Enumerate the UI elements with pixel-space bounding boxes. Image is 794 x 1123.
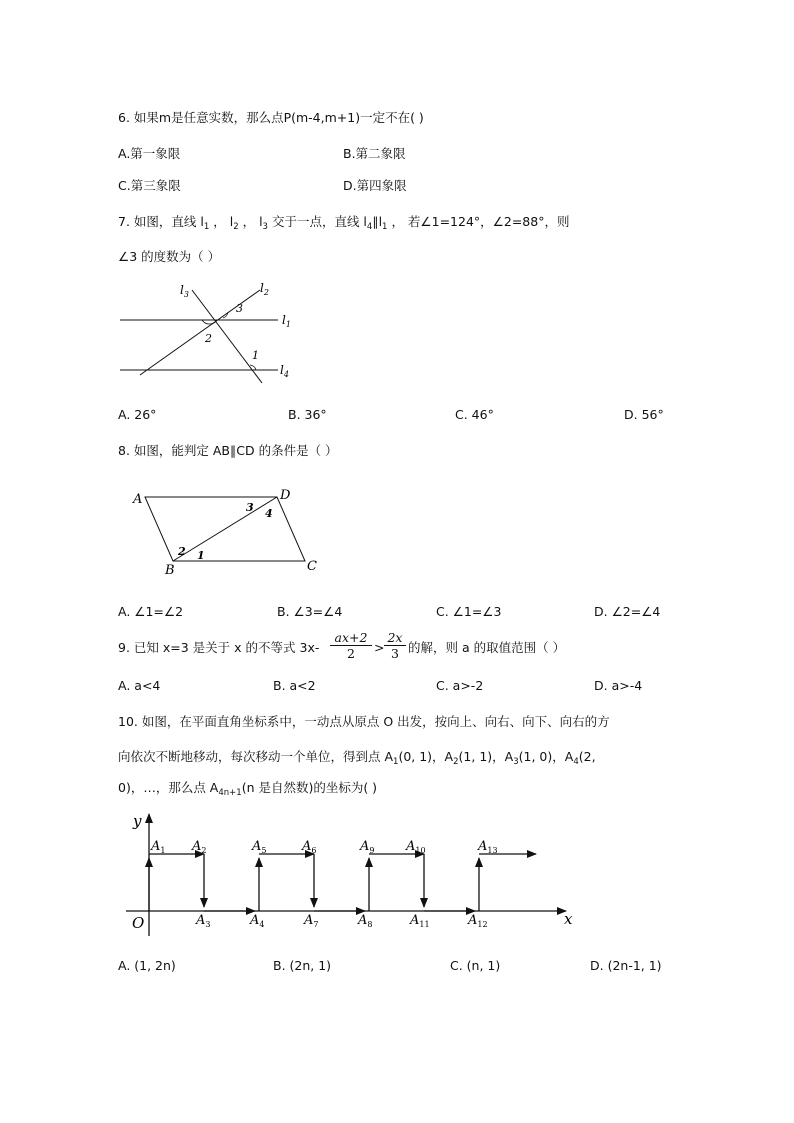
svg-text:A2: $A_2$ [192,839,207,855]
q7-stem-line1: 7. 如图，直线 $l_1$ ， $l_2$ ， $l_3$ 交于一点，直线 $l_4\parallel l_1$ ， 若∠1=124°，∠2=88°，则 [118,214,570,232]
svg-text:3: 3 [236,302,243,315]
q9-option-a: A. a<4 [118,678,161,693]
svg-text:3: 3 [246,501,254,514]
q10-option-d: D. (2n-1, 1) [590,958,662,973]
q6-option-a: A.第一象限 [118,146,181,161]
svg-text:A5: $A_5$ [252,839,267,855]
svg-text:A4: $A_4$ [250,913,265,929]
q10-stem-line1: 10. 如图，在平面直角坐标系中，一动点从原点 O 出发，按向上、向右、向下、向右的方 [118,714,610,729]
q10-figure [118,808,578,940]
q6-option-d: D.第四象限 [343,178,407,193]
svg-text:A13: $A_{13}$ [478,839,498,855]
svg-text:A9: $A_9$ [360,839,375,855]
svg-text:y: y [133,812,142,830]
q7-option-d: D. 56° [624,407,664,422]
svg-text:A1: $A_1$ [151,839,166,855]
svg-text:2: 2 [178,545,186,558]
svg-text:l2: $l_2$ [260,281,269,297]
svg-text:C: C [307,559,317,574]
svg-text:2: 2 [205,332,212,345]
q7-option-b: B. 36° [288,407,327,422]
svg-text:l4: $l_4$ [280,363,289,379]
q9-fraction-2: 2x 3 [384,630,406,661]
q9-stem-b: 的解，则 a 的取值范围（ ） [408,640,566,655]
q9-option-d: D. a>-4 [594,678,643,693]
q6-option-b: B.第二象限 [343,146,406,161]
q10-option-c: C. (n, 1) [450,958,501,973]
svg-text:l3: $l_3$ [180,283,189,299]
svg-text:4: 4 [265,507,273,520]
q6-stem: 6. 如果m是任意实数，那么点P(m-4,m+1)一定不在( ) [118,110,424,125]
q8-option-a: A. ∠1=∠2 [118,604,184,619]
svg-text:1: 1 [252,349,259,362]
svg-text:A10: $A_{10}$ [406,839,426,855]
svg-text:D: D [280,488,291,503]
svg-text:1: 1 [197,549,205,562]
q6-option-c: C.第三象限 [118,178,181,193]
q8-stem: 8. 如图，能判定 AB∥CD 的条件是（ ） [118,443,338,458]
svg-text:A12: $A_{12}$ [468,913,488,929]
q7-option-c: C. 46° [455,407,494,422]
q7-stem-line2: ∠3 的度数为（ ） [118,249,221,264]
svg-text:A11: $A_{11}$ [410,913,430,929]
q9-option-b: B. a<2 [273,678,316,693]
svg-text:A3: $A_3$ [196,913,211,929]
q10-option-a: A. (1, 2n) [118,958,176,973]
q8-figure [125,482,325,578]
q10-stem-line3: 0)，…，那么点 $A_{4n+1}(n$ 是自然数)的坐标为( ) [118,780,378,798]
q9-fraction-1: ax+2 2 [330,630,372,661]
svg-text:x: x [564,910,573,928]
q7-figure [110,278,310,390]
q9-stem-a: 9. 已知 x=3 是关于 x 的不等式 3x- [118,640,320,655]
svg-text:O: O [132,914,145,932]
q8-option-d: D. ∠2=∠4 [594,604,661,619]
svg-text:A: A [133,492,143,507]
svg-text:A7: $A_7$ [304,913,319,929]
q9-greater-than: > [374,640,385,655]
q8-option-c: C. ∠1=∠3 [436,604,502,619]
q10-option-b: B. (2n, 1) [273,958,332,973]
q9-option-c: C. a>-2 [436,678,484,693]
svg-text:A6: $A_6$ [302,839,317,855]
svg-text:B: B [165,563,175,578]
svg-text:A8: $A_8$ [358,913,373,929]
q8-option-b: B. ∠3=∠4 [277,604,343,619]
q10-stem-line2: 向依次不断地移动，每次移动一个单位，得到点 $A_1(0$, 1)，$A_2(1$, 1)，$A_3(1$, 0)，$A_4(2$, [118,749,596,767]
q7-option-a: A. 26° [118,407,157,422]
svg-text:l1: $l_1$ [282,313,291,329]
